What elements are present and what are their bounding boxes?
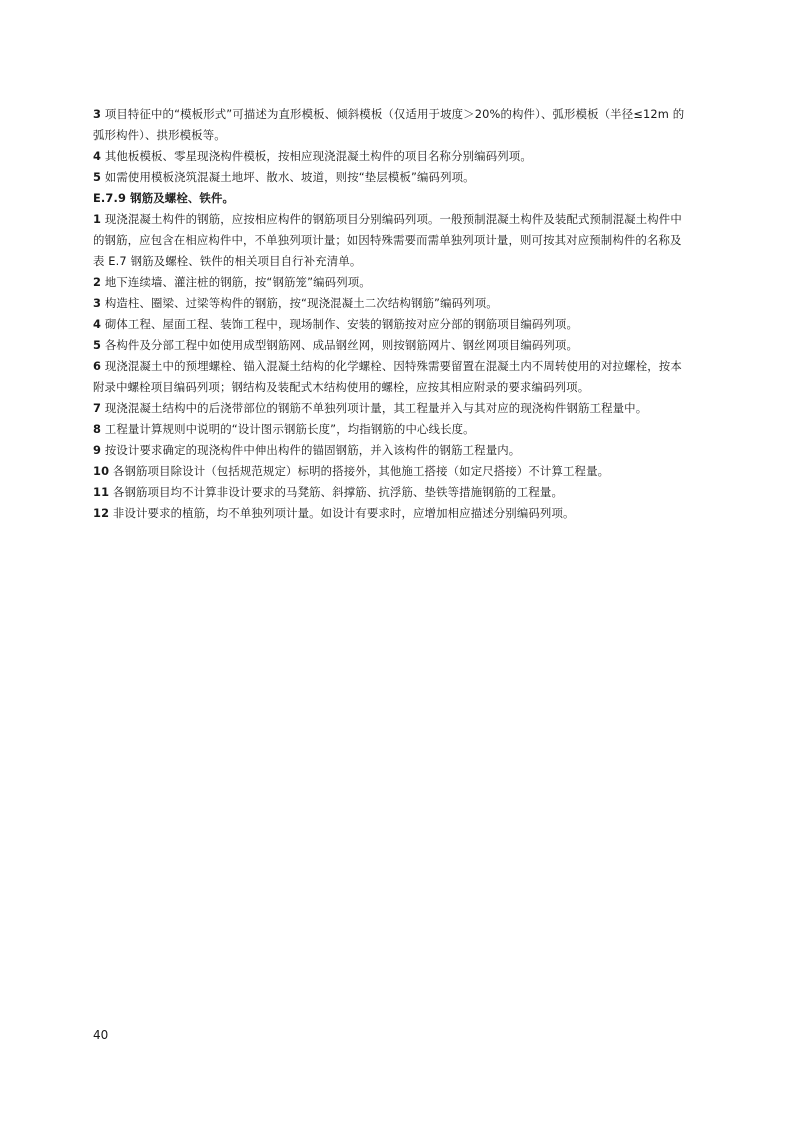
line-text: 现浇混凝土中的预埋螺栓、锚入混凝土结构的化学螺栓、因特殊需要留置在混凝土内不周转使用的对拉螺栓，按本	[101, 359, 682, 373]
document-body	[93, 104, 715, 524]
line-text: 砌体工程、屋面工程、装饰工程中，现场制作、安装的钢筋按对应分部的钢筋项目编码列项。	[101, 317, 579, 331]
text-line	[93, 272, 715, 293]
text-line	[93, 482, 715, 503]
text-line	[93, 461, 715, 482]
line-text: 现浇混凝土结构中的后浇带部位的钢筋不单独列项计量，其工程量并入与其对应的现浇构件钢筋工程量中。	[101, 401, 648, 415]
item-number: 5	[93, 338, 102, 352]
line-text: 现浇混凝土构件的钢筋，应按相应构件的钢筋项目分别编码列项。一般预制混凝土构件及装配式预制混凝土构件中	[101, 212, 682, 226]
line-text: 地下连续墙、灌注桩的钢筋，按“钢筋笼”编码列项。	[101, 275, 371, 289]
line-text: 附录中螺栓项目编码列项；钢结构及装配式木结构使用的螺栓，应按其相应附录的要求编码列项。	[93, 380, 590, 394]
line-text: 如需使用模板浇筑混凝土地坪、散水、坡道，则按“垫层模板”编码列项。	[101, 170, 475, 184]
text-line	[93, 167, 715, 188]
item-number: 3	[93, 296, 102, 310]
text-line	[93, 293, 715, 314]
item-number: 6	[93, 359, 102, 373]
text-line	[93, 251, 715, 272]
page-number: 40	[93, 1028, 109, 1042]
line-text: 工程量计算规则中说明的“设计图示钢筋长度”，均指钢筋的中心线长度。	[101, 422, 475, 436]
line-text: 各钢筋项目除设计（包括规范规定）标明的搭接外，其他施工搭接（如定尺搭接）不计算工程量。	[109, 464, 610, 478]
line-text: 非设计要求的植筋，均不单独列项计量。如设计有要求时，应增加相应描述分别编码列项。	[109, 506, 575, 520]
item-number: 5	[93, 170, 102, 184]
line-text: 各构件及分部工程中如使用成型钢筋网、成品钢丝网，则按钢筋网片、钢丝网项目编码列项。	[101, 338, 579, 352]
line-text: 项目特征中的“模板形式”可描述为直形模板、倾斜模板（仅适用于坡度＞20%的构件）、弧形模板（半径≤12m 的	[101, 107, 685, 121]
text-line	[93, 419, 715, 440]
line-text: 按设计要求确定的现浇构件中伸出构件的锚固钢筋，并入该构件的钢筋工程量内。	[101, 443, 521, 457]
section-heading	[93, 188, 715, 209]
text-line	[93, 230, 715, 251]
text-line	[93, 209, 715, 230]
text-line	[93, 335, 715, 356]
text-line	[93, 314, 715, 335]
section-title: 钢筋及螺栓、铁件。	[126, 191, 235, 205]
item-number: 11	[93, 485, 110, 499]
item-number: 12	[93, 506, 110, 520]
text-line	[93, 356, 715, 377]
item-number: 3	[93, 107, 102, 121]
item-number: 9	[93, 443, 102, 457]
item-number: 4	[93, 317, 102, 331]
section-number: E.7.9	[93, 191, 127, 205]
item-number: 1	[93, 212, 102, 226]
line-text: 表 E.7 钢筋及螺栓、铁件的相关项目自行补充清单。	[93, 254, 362, 268]
text-line	[93, 146, 715, 167]
item-number: 8	[93, 422, 102, 436]
line-text: 的钢筋，应包含在相应构件中，不单独列项计量；如因特殊需要而需单独列项计量，则可按其对应预制构件的名称及	[93, 233, 682, 247]
text-line	[93, 377, 715, 398]
text-line	[93, 440, 715, 461]
line-text: 其他板模板、零星现浇构件模板，按相应现浇混凝土构件的项目名称分别编码列项。	[101, 149, 532, 163]
item-number: 2	[93, 275, 102, 289]
text-line	[93, 398, 715, 419]
item-number: 4	[93, 149, 102, 163]
item-number: 10	[93, 464, 110, 478]
text-line	[93, 125, 715, 146]
line-text: 构造柱、圈梁、过梁等构件的钢筋，按“现浇混凝土二次结构钢筋”编码列项。	[101, 296, 498, 310]
item-number: 7	[93, 401, 102, 415]
line-text: 各钢筋项目均不计算非设计要求的马凳筋、斜撑筋、抗浮筋、垫铁等措施钢筋的工程量。	[109, 485, 564, 499]
line-text: 弧形构件）、拱形模板等。	[93, 128, 226, 142]
text-line	[93, 503, 715, 524]
text-line	[93, 104, 715, 125]
